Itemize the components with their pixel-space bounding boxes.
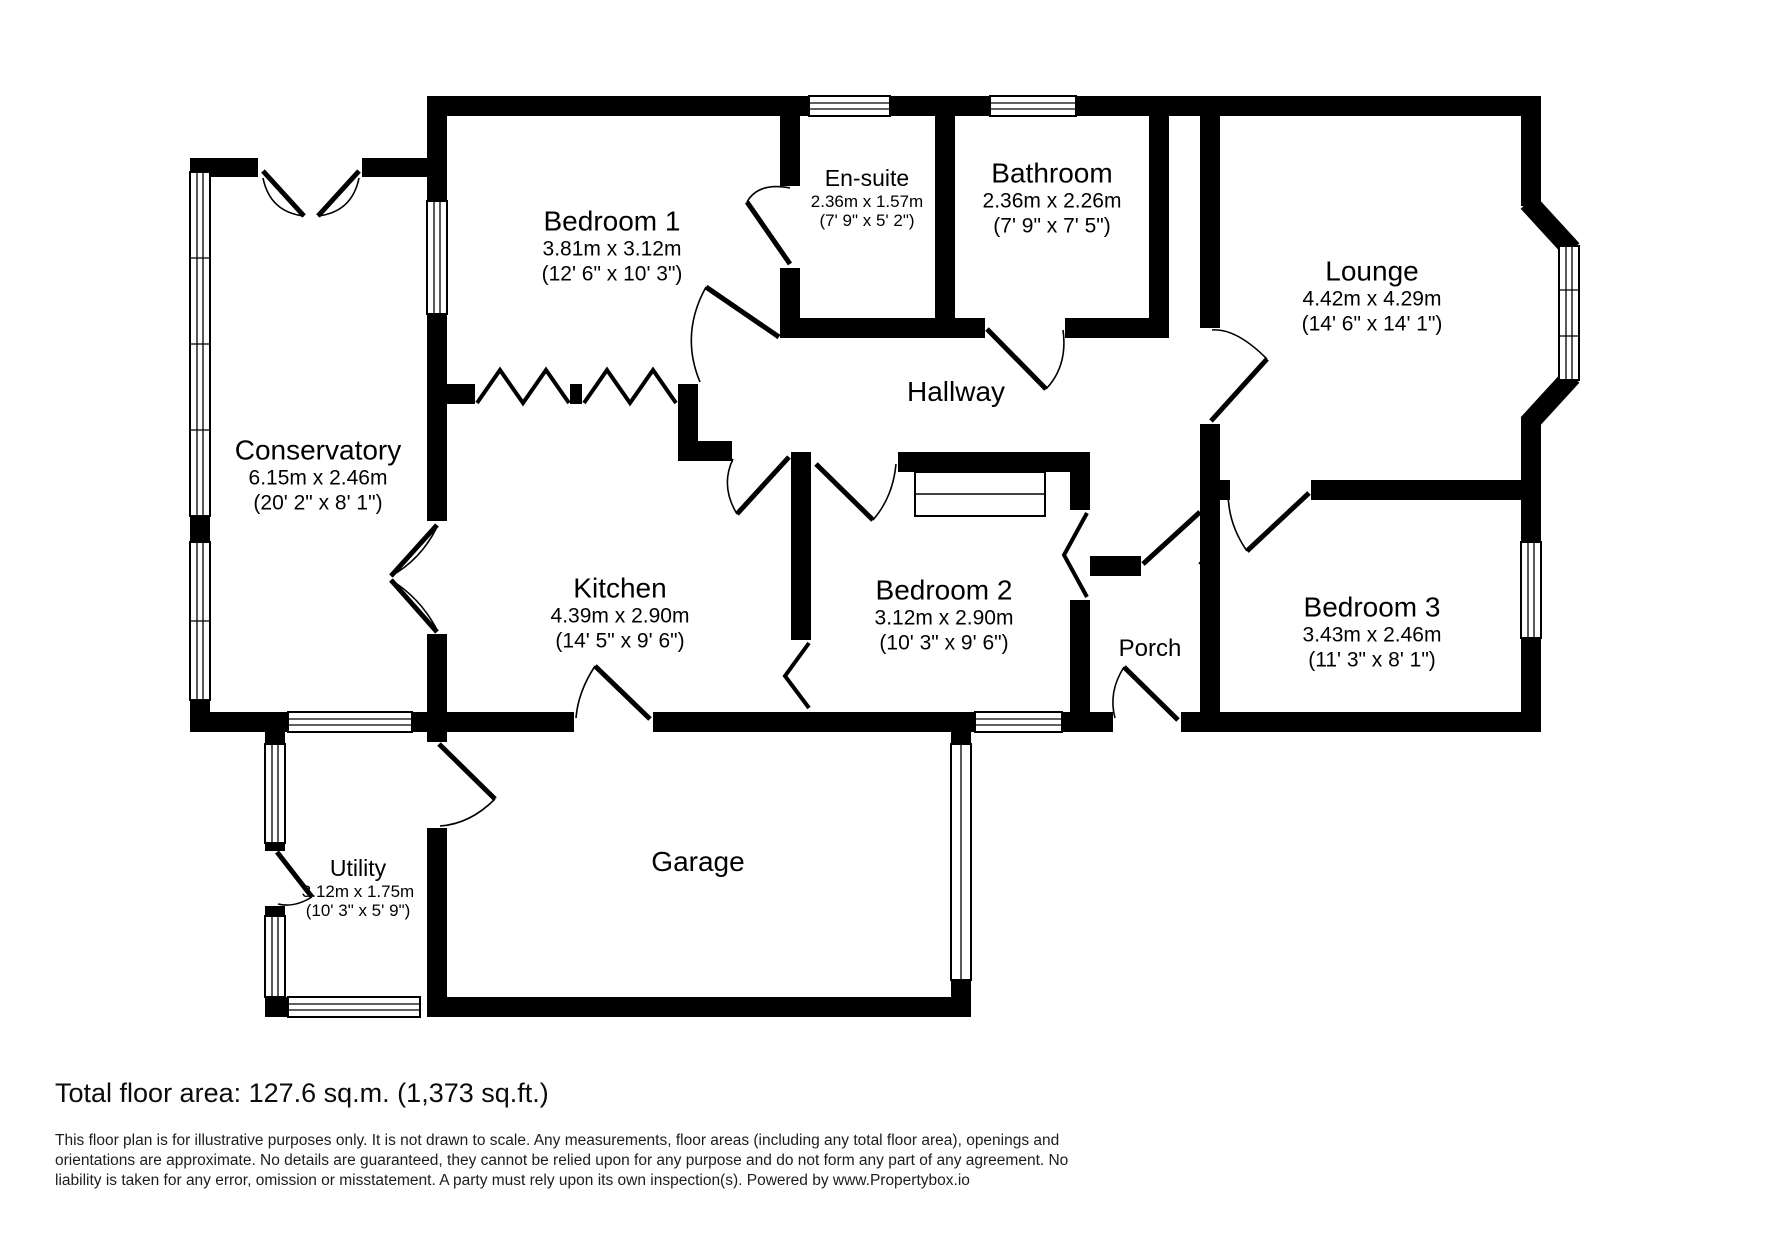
- double-door: [391, 525, 437, 632]
- room-name: Garage: [651, 845, 745, 877]
- window: [809, 96, 890, 116]
- total-floor-area: Total floor area: 127.6 sq.m. (1,373 sq.ft.): [55, 1078, 549, 1108]
- door: [439, 744, 495, 826]
- room-size-metric: 6.15m x 2.46m: [248, 466, 388, 490]
- front-door: [1113, 667, 1178, 720]
- room-size-imperial: (7' 9" x 7' 5"): [993, 214, 1111, 238]
- room-name: Hallway: [906, 375, 1006, 407]
- room-name: Kitchen: [573, 572, 667, 604]
- room-size-metric: 3.12m x 1.75m: [301, 881, 415, 901]
- room-name: Bedroom 1: [543, 205, 681, 237]
- room-name: Bedroom 3: [1303, 591, 1441, 623]
- room-name: En-suite: [824, 164, 910, 191]
- bifold-door: [785, 643, 809, 708]
- room-size-metric: 4.39m x 2.90m: [550, 604, 690, 628]
- room-size-imperial: (20' 2" x 8' 1"): [253, 491, 383, 515]
- room-size-metric: 2.36m x 2.26m: [982, 189, 1122, 213]
- bifold-door: [1064, 513, 1087, 597]
- room-label-garage: [651, 846, 744, 878]
- room-label-bedroom-2: [875, 574, 1014, 655]
- window: [990, 96, 1076, 116]
- utility-window: [265, 744, 285, 843]
- room-size-metric: 3.81m x 3.12m: [542, 237, 682, 261]
- door: [1211, 330, 1267, 421]
- room-label-hallway: [907, 376, 1005, 408]
- room-size-imperial: (14' 5" x 9' 6"): [555, 629, 685, 653]
- room-label-en-suite: [811, 165, 923, 231]
- window: [427, 201, 447, 314]
- double-door: [263, 171, 359, 216]
- room-size-metric: 4.42m x 4.29m: [1302, 287, 1442, 311]
- door: [727, 457, 789, 514]
- door: [1228, 492, 1309, 551]
- room-size-imperial: (10' 3" x 9' 6"): [879, 631, 1009, 655]
- window: [1521, 542, 1541, 638]
- room-size-imperial: (11' 3" x 8' 1"): [1308, 648, 1436, 672]
- room-name: Conservatory: [234, 434, 402, 466]
- door: [691, 287, 779, 382]
- window: [288, 997, 420, 1017]
- room-label-utility: [302, 855, 414, 921]
- room-name: Utility: [329, 854, 387, 881]
- door: [576, 666, 650, 719]
- room-size-metric: 3.43m x 2.46m: [1302, 623, 1442, 647]
- room-size-imperial: (10' 3" x 5' 9"): [305, 901, 411, 921]
- door: [747, 187, 790, 264]
- room-label-porch: [1119, 635, 1182, 663]
- room-label-conservatory: [235, 434, 402, 515]
- footer: [55, 1078, 1715, 1190]
- garage-door: [951, 744, 971, 980]
- room-size-metric: 3.12m x 2.90m: [874, 606, 1014, 630]
- door: [1143, 512, 1209, 564]
- room-name: Porch: [1118, 635, 1182, 663]
- disclaimer-text: This floor plan is for illustrative purposes only. It is not drawn to scale. Any measurements, floor areas (including any total floor area), openings and orientations are approximate. No details are guaranteed, they cannot be relied upon for any purpose and do not form any part of any agreement. No liability is taken for any error, omission or misstatement. A party must rely upon its own inspection(s). Powered by www.Propertybox.io: [55, 1132, 1069, 1189]
- window: [288, 712, 412, 732]
- bay-window: [1559, 246, 1579, 380]
- room-label-lounge: [1302, 255, 1443, 336]
- conservatory-window: [190, 172, 210, 516]
- window: [975, 712, 1062, 732]
- room-name: Lounge: [1325, 255, 1419, 287]
- room-size-imperial: (7' 9" x 5' 2"): [819, 211, 915, 231]
- room-label-kitchen: [551, 572, 690, 653]
- room-name: Bathroom: [991, 157, 1113, 189]
- door: [816, 464, 896, 520]
- closet: [915, 472, 1045, 516]
- room-label-bedroom-3: [1303, 591, 1442, 672]
- conservatory-window: [190, 542, 210, 700]
- room-size-imperial: (14' 6" x 14' 1"): [1301, 312, 1443, 336]
- room-label-bedroom-1: [542, 205, 683, 286]
- utility-window: [265, 916, 285, 997]
- room-name: Bedroom 2: [875, 574, 1013, 606]
- room-label-bathroom: [983, 157, 1122, 238]
- room-size-metric: 2.36m x 1.57m: [810, 191, 924, 211]
- room-size-imperial: (12' 6" x 10' 3"): [541, 262, 683, 286]
